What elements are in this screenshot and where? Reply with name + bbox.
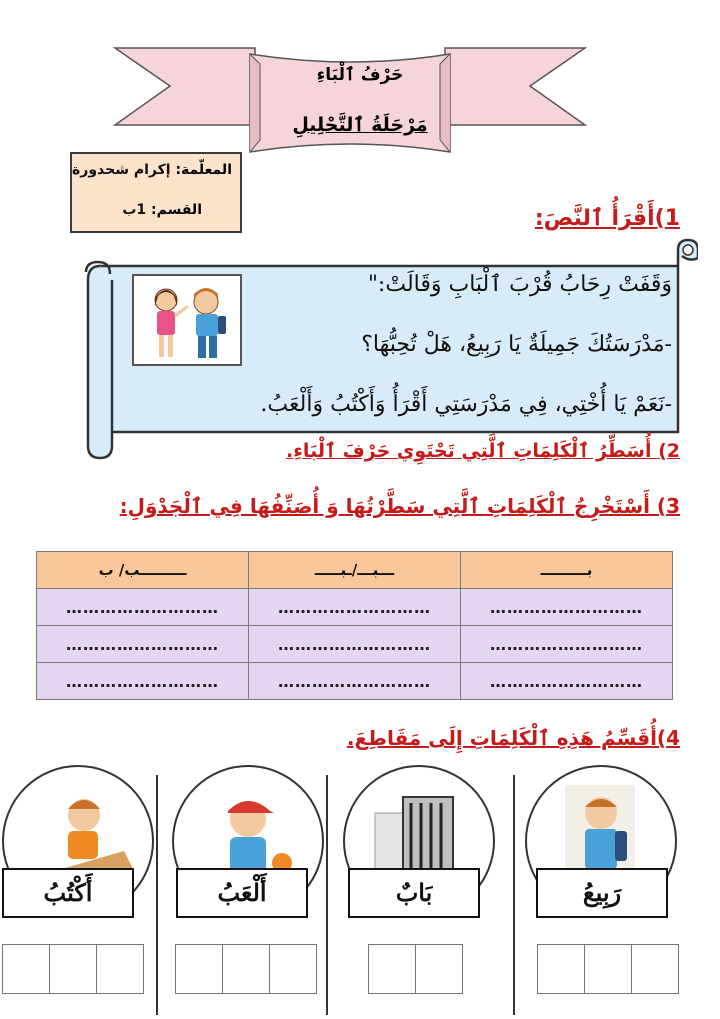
word-card-al3ab: أَلْعَبُ	[176, 868, 308, 918]
answer-cell[interactable]: ………………………	[461, 626, 673, 663]
column-header-medial: ـــبـــ/ـبـــــ	[249, 552, 461, 589]
page-title: حَرْفُ ٱلْبَاءِ	[316, 65, 404, 85]
word-card-rabee: رَبِيعُ	[536, 868, 668, 918]
column-header-final: ـــــــــب/ ب	[37, 552, 249, 589]
class-label: القسم:	[151, 202, 202, 218]
syllable-boxes	[175, 944, 317, 994]
column-divider	[513, 775, 515, 1015]
syllable-cell[interactable]	[176, 945, 222, 993]
children-picture	[132, 274, 242, 366]
answer-cell[interactable]: ………………………	[249, 663, 461, 700]
title-banner	[110, 40, 590, 165]
answer-cell[interactable]: ………………………	[461, 589, 673, 626]
table-row	[37, 626, 673, 663]
class-value: 1ب	[122, 202, 147, 218]
answer-cell[interactable]: ………………………	[37, 663, 249, 700]
syllable-cell[interactable]	[584, 945, 631, 993]
syllable-cell[interactable]	[3, 945, 49, 993]
answer-cell[interactable]: ………………………	[249, 626, 461, 663]
syllable-cell[interactable]	[222, 945, 269, 993]
column-divider	[326, 775, 328, 1015]
classification-table	[36, 551, 673, 700]
table-row	[37, 589, 673, 626]
syllable-boxes	[2, 944, 144, 994]
syllable-cell[interactable]	[415, 945, 462, 993]
class-line	[122, 202, 202, 218]
column-divider	[156, 775, 158, 1015]
syllable-cell[interactable]	[269, 945, 316, 993]
page-subtitle: مَرْحَلَةُ ٱلتَّحْلِيلِ	[292, 114, 428, 136]
syllable-cell[interactable]	[369, 945, 415, 993]
column-header-initial: بـــــــــ	[461, 552, 673, 589]
table-row	[37, 663, 673, 700]
reading-line-1: وَقَفَتْ رِحَابُ قُرْبَ ٱلْبَابِ وَقَالَتْ:"	[367, 272, 672, 297]
syllable-boxes	[368, 944, 463, 994]
word-card-baab: بَابٌ	[348, 868, 480, 918]
teacher-line	[72, 162, 232, 178]
syllable-cell[interactable]	[538, 945, 584, 993]
section-1-heading: 1)أَقْرَأُ ٱلنَّصَ:	[534, 206, 680, 231]
answer-cell[interactable]: ………………………	[37, 589, 249, 626]
reading-line-2: -مَدْرَسَتُكَ جَمِيلَةٌ يَا رَبِيعُ، هَلْ تُحِبُّهَا؟	[361, 332, 672, 357]
table-header-row	[37, 552, 673, 589]
teacher-name: إكرام شحدورة	[72, 162, 171, 178]
answer-cell[interactable]: ………………………	[461, 663, 673, 700]
reading-line-3: -نَعَمْ يَا أُخْتِي، فِي مَدْرَسَتِي أَقْرَأُ وَأَكْتُبُ وَأَلْعَبُ.	[260, 392, 672, 417]
section-4-heading: 4)أُقَسِّمُ هَذِهِ ٱلْكَلِمَاتِ إِلَى مَقَاطِعَ.	[346, 726, 680, 750]
teacher-label: المعلّمة:	[175, 162, 232, 178]
syllable-cell[interactable]	[631, 945, 678, 993]
teacher-info-box	[70, 152, 242, 233]
answer-cell[interactable]: ………………………	[37, 626, 249, 663]
answer-cell[interactable]: ………………………	[249, 589, 461, 626]
section-2-heading: 2) أُسَطِّرُ ٱلْكَلِمَاتِ ٱلَّتِي تَحْتَوِي حَرْفَ ٱلْبَاءِ.	[286, 440, 680, 462]
syllable-cell[interactable]	[96, 945, 143, 993]
word-card-aktub: أَكْتُبُ	[2, 868, 134, 918]
section-3-heading: 3) أَسْتَخْرِجُ ٱلْكَلِمَاتِ ٱلَّتِي سَطَّرْتُهَا وَ أُصَنِّفُهَا فِي ٱلْجَدْوَلِ:	[119, 494, 680, 518]
syllable-cell[interactable]	[49, 945, 96, 993]
syllable-boxes	[537, 944, 679, 994]
